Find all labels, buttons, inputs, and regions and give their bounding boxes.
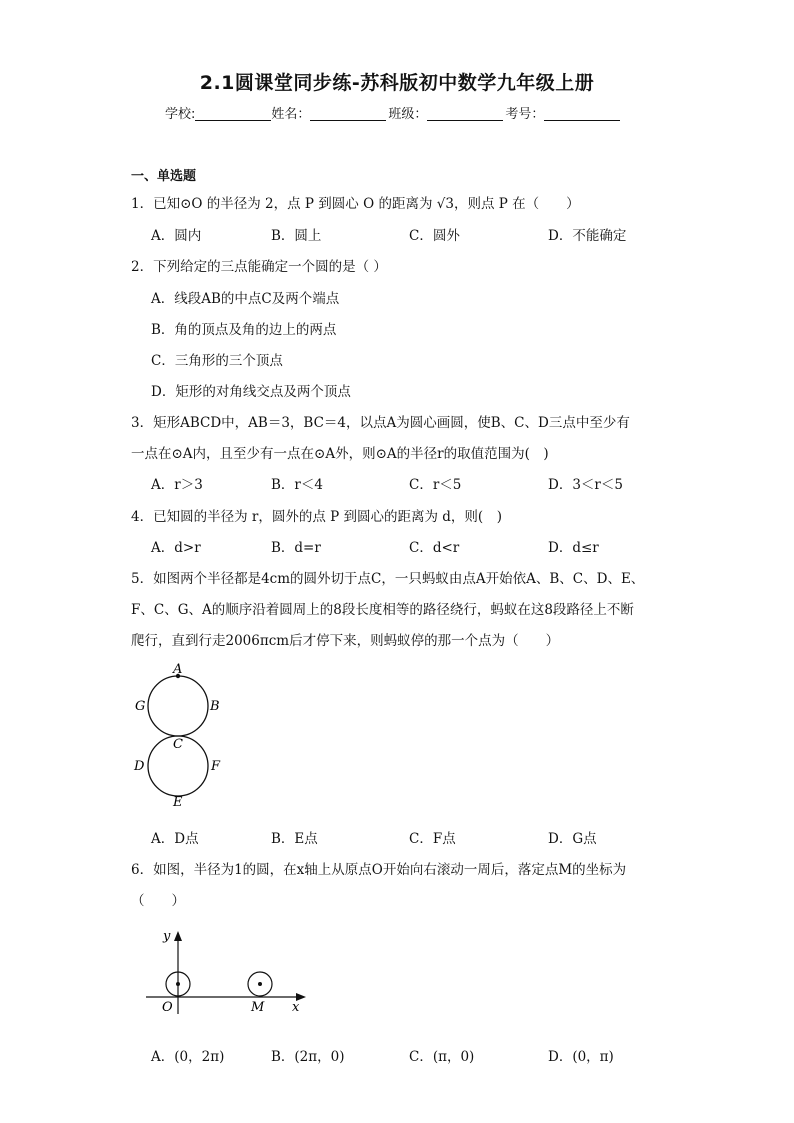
label-o: O	[162, 1000, 173, 1015]
q2-option-d[interactable]: D．矩形的对角线交点及两个顶点	[151, 384, 351, 400]
question-6-line-2: （ ）	[131, 893, 185, 909]
q3-option-a[interactable]: A．r＞3	[151, 477, 203, 493]
q5-option-c[interactable]: C．F点	[409, 831, 456, 847]
q6-option-a[interactable]: A．(0，2π)	[151, 1049, 225, 1065]
label-d: D	[134, 759, 145, 774]
question-5-line-1: 5．如图两个半径都是4cm的圆外切于点C，一只蚂蚁由点A开始依A、B、C、D、E、	[131, 571, 645, 587]
label-m: M	[251, 1000, 265, 1015]
class-label: 班级：	[388, 107, 428, 122]
label-c: C	[173, 737, 183, 752]
school-blank[interactable]	[195, 107, 271, 121]
class-blank[interactable]	[427, 107, 503, 121]
q3-option-b[interactable]: B．r＜4	[271, 477, 323, 493]
q2-option-a[interactable]: A．线段AB的中点C及两个端点	[151, 291, 340, 307]
question-4-text: 4．已知圆的半径为 r，圆外的点 P 到圆心的距离为 d，则( )	[131, 509, 502, 525]
q3-option-c[interactable]: C．r＜5	[409, 477, 462, 493]
q1-option-c[interactable]: C．圆外	[409, 228, 460, 244]
q1-option-d[interactable]: D．不能确定	[548, 228, 627, 244]
q6-option-b[interactable]: B．(2π，0)	[271, 1049, 345, 1065]
name-label: 姓名：	[271, 107, 311, 122]
page-title: 2.1圆课堂同步练-苏科版初中数学九年级上册	[199, 72, 595, 94]
exam-no-blank[interactable]	[544, 107, 620, 121]
q4-option-b[interactable]: B．d=r	[271, 540, 321, 556]
question-3-line-2: 一点在⊙A内，且至少有一点在⊙A外，则⊙A的半径r的取值范围为( )	[131, 446, 549, 462]
q4-option-c[interactable]: C．d<r	[409, 540, 460, 556]
q1-option-a[interactable]: A．圆内	[151, 228, 202, 244]
question-3-line-1: 3．矩形ABCD中，AB＝3，BC＝4，以点A为圆心画圆，使B、C、D三点中至少有	[131, 415, 630, 431]
label-b: B	[210, 699, 220, 714]
question-5-line-2: F、C、G、A的顺序沿着圆周上的8段长度相等的路径绕行，蚂蚁在这8段路径上不断	[131, 602, 634, 618]
end-circle-center-dot	[258, 982, 262, 986]
question-2-text: 2．下列给定的三点能确定一个圆的是（ ）	[131, 259, 387, 275]
upper-circle	[148, 676, 208, 736]
question-1-text: 1．已知⊙O 的半径为 2，点 P 到圆心 O 的距离为 √3，则点 P 在（ ）	[131, 196, 580, 212]
label-a: A	[173, 662, 183, 677]
rolling-circle-figure	[140, 922, 315, 1017]
q2-option-c[interactable]: C．三角形的三个顶点	[151, 353, 283, 369]
q5-option-d[interactable]: D．G点	[548, 831, 597, 847]
start-circle-center-dot	[176, 982, 180, 986]
q6-option-d[interactable]: D．(0，π)	[548, 1049, 614, 1065]
two-tangent-circles-figure	[128, 660, 238, 810]
question-6-line-1: 6．如图，半径为1的圆，在x轴上从原点O开始向右滚动一周后，落定点M的坐标为	[131, 862, 627, 878]
label-y: y	[163, 929, 171, 944]
label-f: F	[211, 759, 221, 774]
y-axis-arrow-icon	[174, 931, 182, 941]
exam-no-label: 考号：	[505, 107, 545, 122]
name-blank[interactable]	[310, 107, 386, 121]
label-x: x	[292, 1000, 300, 1015]
section-heading: 一、单选题	[131, 169, 197, 184]
label-e: E	[173, 795, 183, 810]
school-label: 学校:	[165, 107, 196, 122]
student-info-row	[165, 103, 620, 122]
label-g: G	[135, 699, 146, 714]
q5-option-a[interactable]: A．D点	[151, 831, 199, 847]
q5-option-b[interactable]: B．E点	[271, 831, 318, 847]
question-5-line-3: 爬行，直到行走2006πcm后才停下来，则蚂蚁停的那一个点为（ ）	[131, 633, 560, 649]
q6-option-c[interactable]: C．(π，0)	[409, 1049, 475, 1065]
q4-option-a[interactable]: A．d>r	[151, 540, 201, 556]
q2-option-b[interactable]: B．角的顶点及角的边上的两点	[151, 322, 337, 338]
q3-option-d[interactable]: D．3＜r＜5	[548, 477, 623, 493]
q1-option-b[interactable]: B．圆上	[271, 228, 322, 244]
q4-option-d[interactable]: D．d≤r	[548, 540, 599, 556]
